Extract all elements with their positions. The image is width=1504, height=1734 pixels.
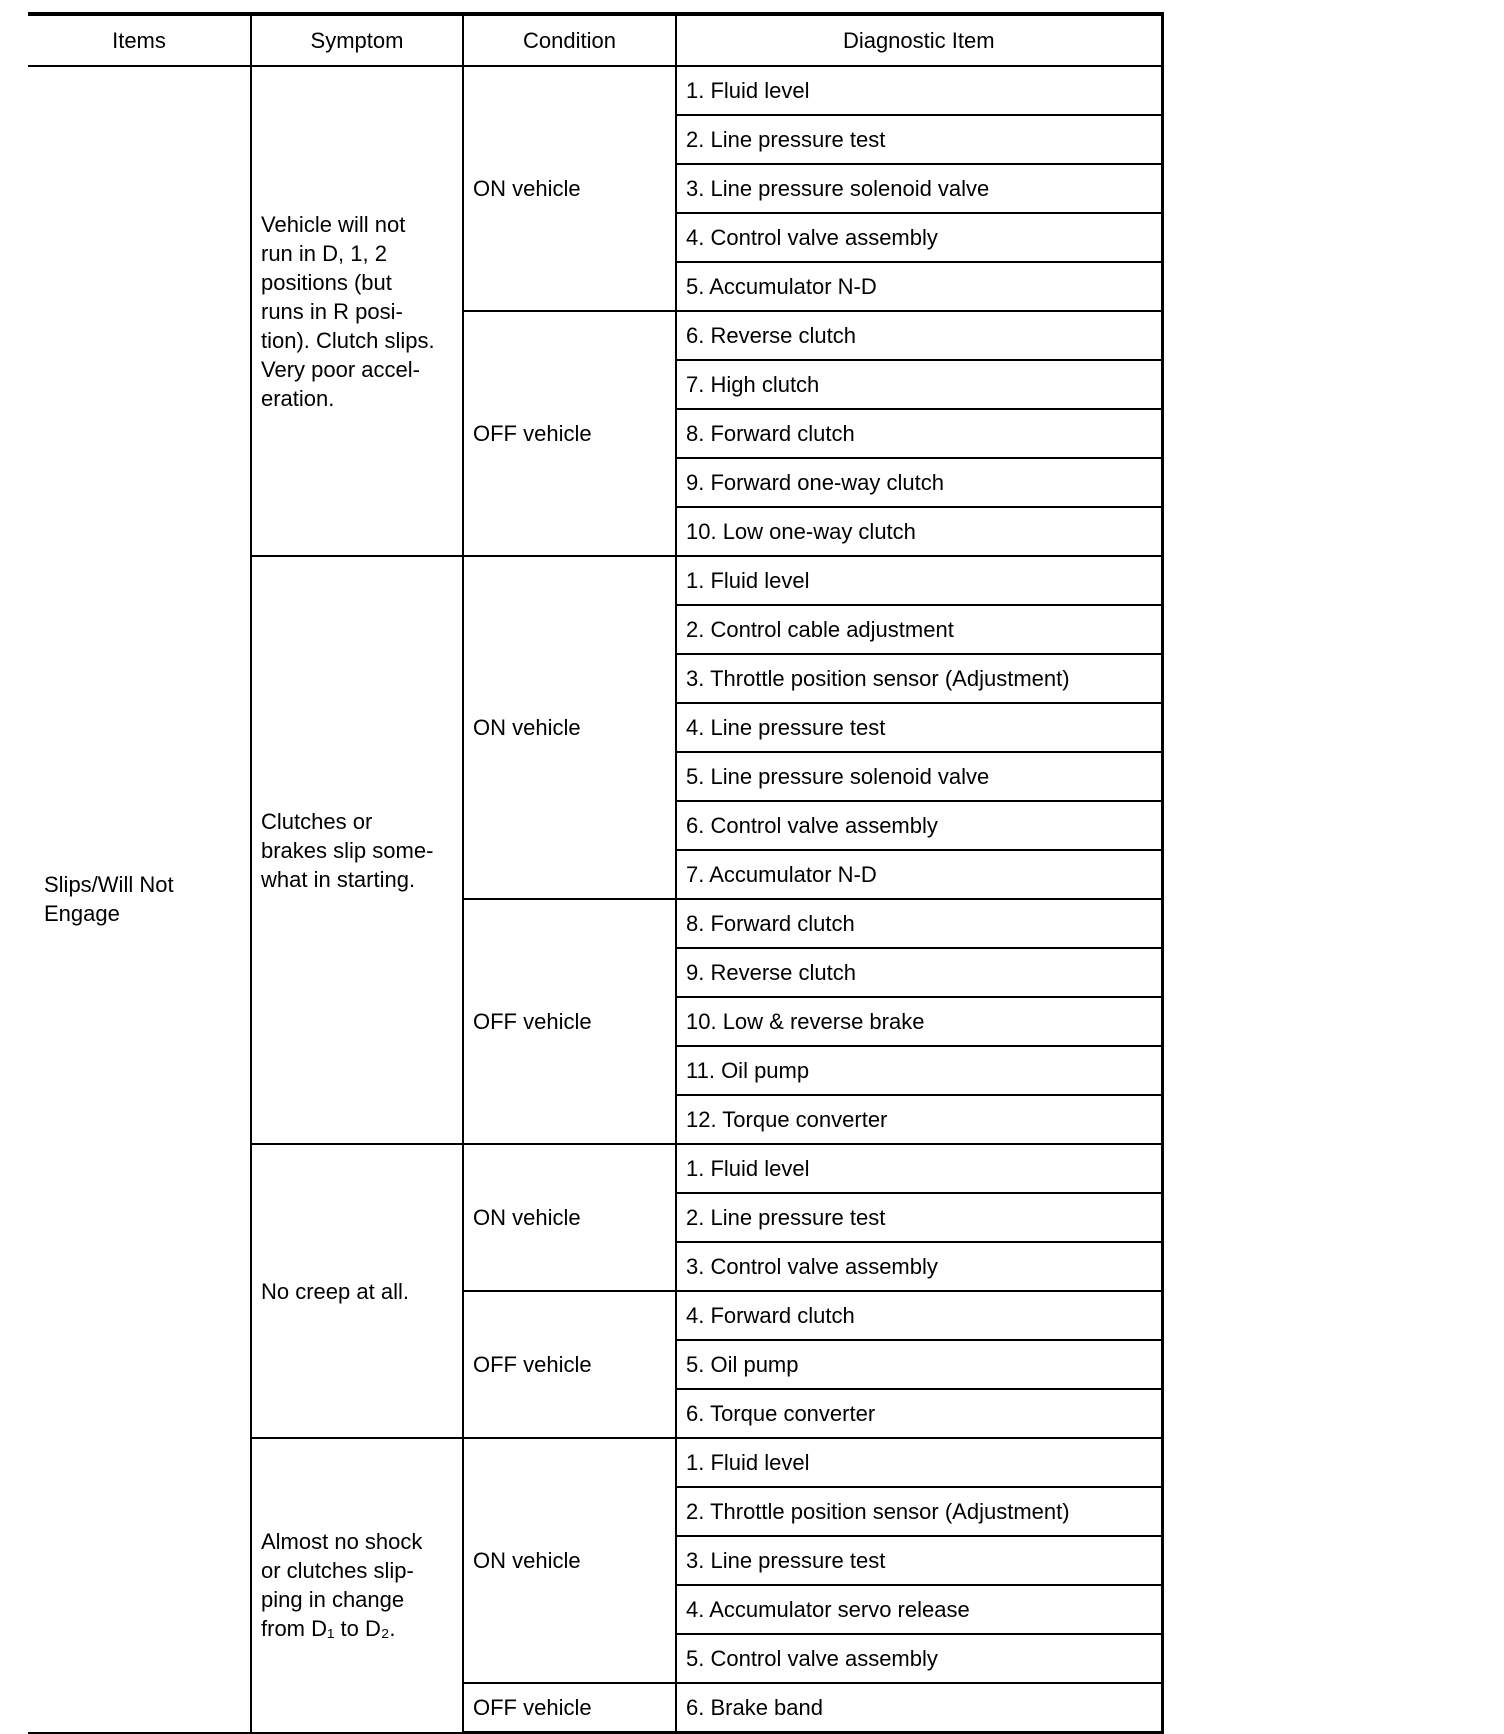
- diagnostic-item-cell: 7. High clutch: [676, 360, 1162, 409]
- diagnostic-item-cell: 6. Reverse clutch: [676, 311, 1162, 360]
- symptom-cell: [251, 1144, 463, 1438]
- diagnostic-item-cell: 10. Low one-way clutch: [676, 507, 1162, 556]
- header-symptom: Symptom: [251, 14, 463, 66]
- diagnostic-item-cell: 1. Fluid level: [676, 1438, 1162, 1487]
- item-label: Slips/Will Not Engage: [44, 872, 174, 927]
- condition-cell: ON vehicle: [463, 1438, 676, 1683]
- diagnostic-item-cell: 10. Low & reverse brake: [676, 997, 1162, 1046]
- diagnostic-item-cell: 2. Line pressure test: [676, 1193, 1162, 1242]
- condition-cell: OFF vehicle: [463, 899, 676, 1144]
- condition-cell: ON vehicle: [463, 1144, 676, 1291]
- diagnostic-item-cell: 8. Forward clutch: [676, 409, 1162, 458]
- diagnostic-item-cell: 5. Control valve assembly: [676, 1634, 1162, 1683]
- symptom-text: Almost no shock or clutches slip- ping in change from D₁ to D₂.: [261, 1529, 423, 1642]
- diagnostic-item-cell: 5. Accumulator N-D: [676, 262, 1162, 311]
- condition-cell: OFF vehicle: [463, 311, 676, 556]
- diagnostic-item-cell: 3. Throttle position sensor (Adjustment): [676, 654, 1162, 703]
- diagnostic-item-cell: 11. Oil pump: [676, 1046, 1162, 1095]
- diagnostic-item-cell: 1. Fluid level: [676, 1144, 1162, 1193]
- header-row: [28, 14, 1162, 66]
- diagnostic-item-cell: 5. Line pressure solenoid valve: [676, 752, 1162, 801]
- diagnostic-item-cell: 2. Line pressure test: [676, 115, 1162, 164]
- symptom-cell: [251, 556, 463, 1144]
- diagnostic-item-cell: 5. Oil pump: [676, 1340, 1162, 1389]
- diagnostic-item-cell: 8. Forward clutch: [676, 899, 1162, 948]
- table-body: [28, 66, 1162, 1733]
- diagnostic-item-cell: 4. Forward clutch: [676, 1291, 1162, 1340]
- table-row: [28, 66, 1162, 115]
- header-items: Items: [28, 14, 251, 66]
- symptom-cell: [251, 66, 463, 556]
- condition-cell: OFF vehicle: [463, 1291, 676, 1438]
- diagnostic-item-cell: 12. Torque converter: [676, 1095, 1162, 1144]
- diagnostic-item-cell: 1. Fluid level: [676, 66, 1162, 115]
- diagnostic-item-cell: 3. Line pressure test: [676, 1536, 1162, 1585]
- table-header: [28, 14, 1162, 66]
- condition-cell: ON vehicle: [463, 66, 676, 311]
- diagnostic-item-cell: 6. Torque converter: [676, 1389, 1162, 1438]
- diagnostic-item-cell: 9. Reverse clutch: [676, 948, 1162, 997]
- diagnostic-item-cell: 1. Fluid level: [676, 556, 1162, 605]
- header-condition: Condition: [463, 14, 676, 66]
- symptom-cell: [251, 1438, 463, 1733]
- diagnostic-item-cell: 4. Control valve assembly: [676, 213, 1162, 262]
- header-diagnostic-item: Diagnostic Item: [676, 14, 1162, 66]
- diagnostic-item-cell: 4. Line pressure test: [676, 703, 1162, 752]
- diagnostic-item-cell: 7. Accumulator N-D: [676, 850, 1162, 899]
- diagnostic-item-cell: 9. Forward one-way clutch: [676, 458, 1162, 507]
- diagnostic-item-cell: 6. Control valve assembly: [676, 801, 1162, 850]
- diagnostic-item-cell: 4. Accumulator servo release: [676, 1585, 1162, 1634]
- diagnostic-item-cell: 3. Line pressure solenoid valve: [676, 164, 1162, 213]
- diagnostic-item-cell: 2. Throttle position sensor (Adjustment): [676, 1487, 1162, 1536]
- diagnostic-table: [28, 12, 1164, 1734]
- diagnostic-item-cell: 3. Control valve assembly: [676, 1242, 1162, 1291]
- condition-cell: ON vehicle: [463, 556, 676, 899]
- symptom-text: Clutches or brakes slip some- what in starting.: [261, 808, 434, 892]
- items-cell: [28, 66, 251, 1733]
- condition-cell: OFF vehicle: [463, 1683, 676, 1733]
- diagnostic-item-cell: 2. Control cable adjustment: [676, 605, 1162, 654]
- diagnostic-item-cell: 6. Brake band: [676, 1683, 1162, 1733]
- symptom-text: Vehicle will not run in D, 1, 2 positions (but runs in R posi- tion). Clutch slips. Very poor accel- eration.: [261, 211, 435, 411]
- symptom-text: No creep at all.: [261, 1278, 409, 1304]
